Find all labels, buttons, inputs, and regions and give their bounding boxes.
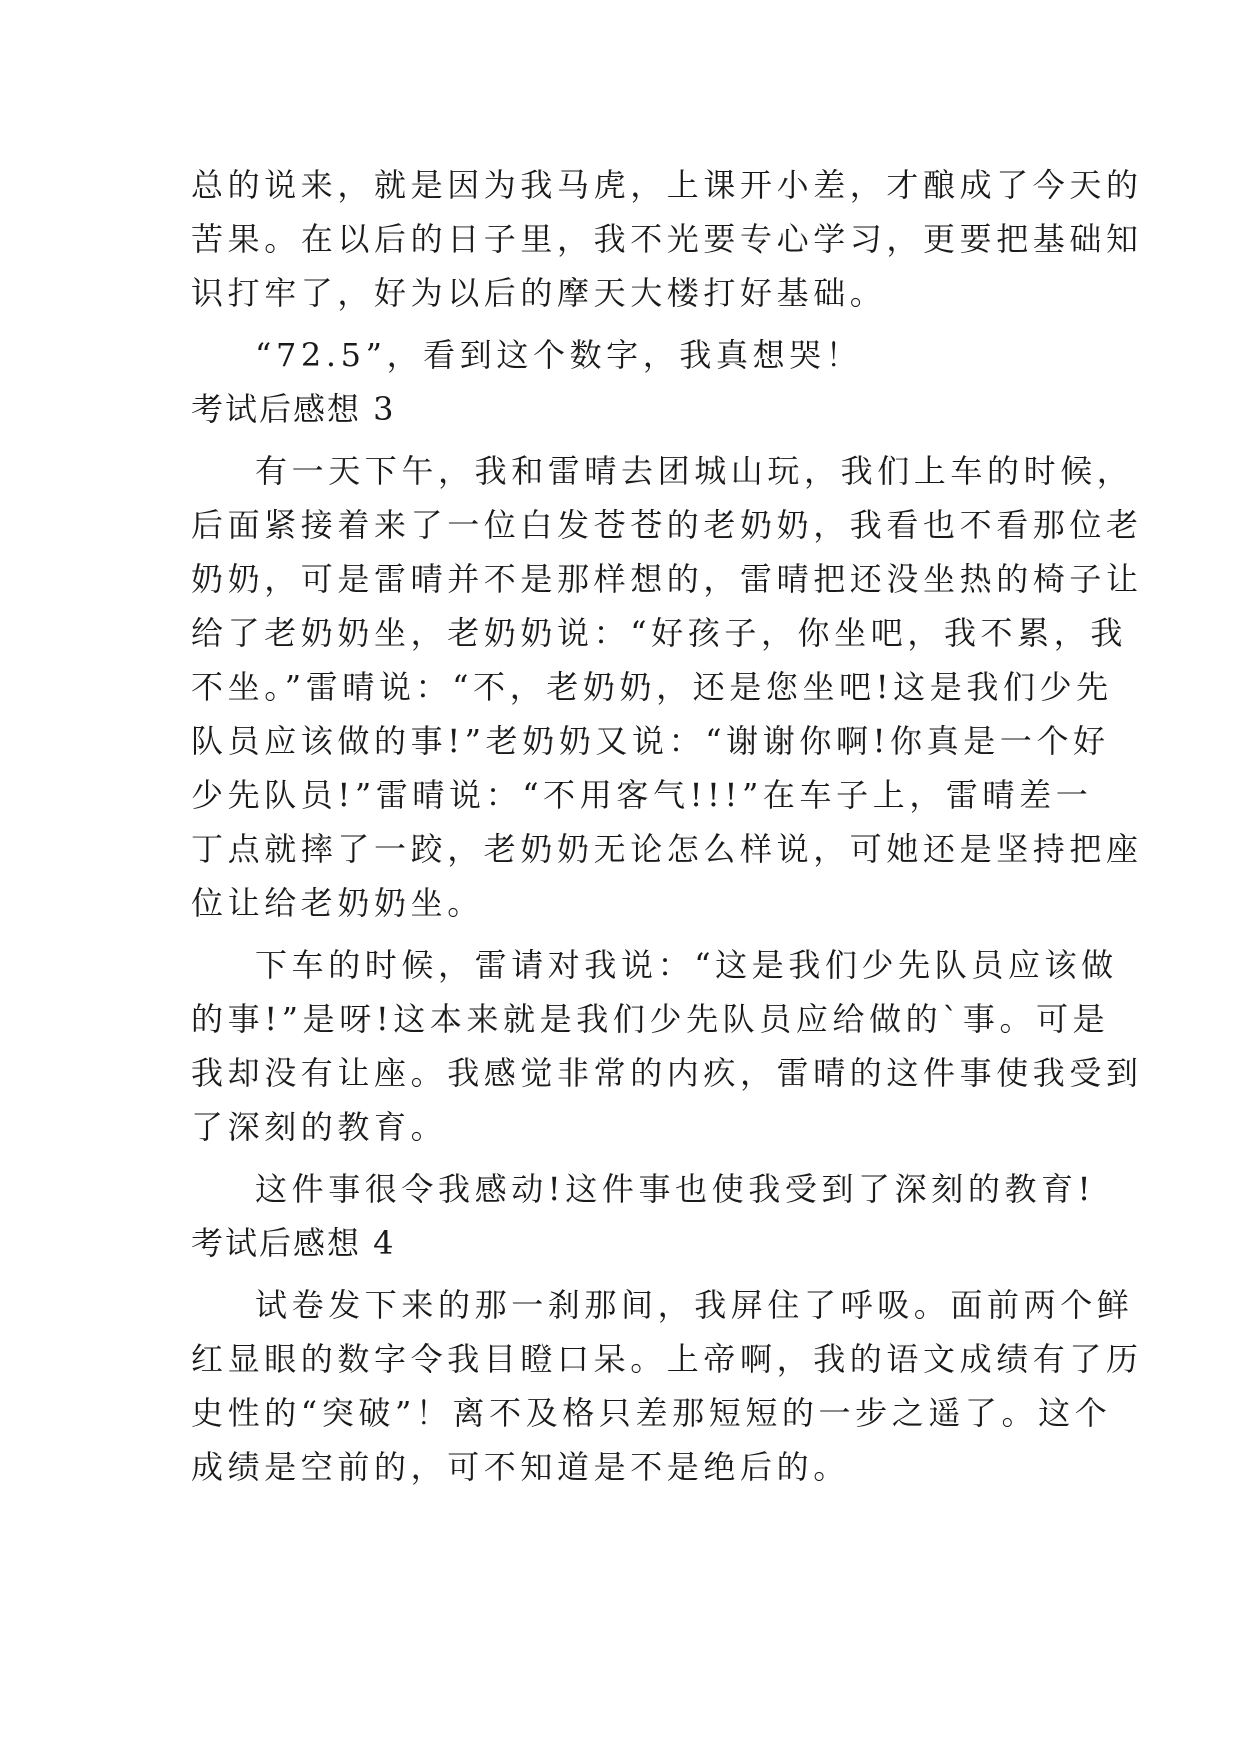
paragraph-conclusion xyxy=(191,158,1143,320)
text-line: 少先队员!”雷晴说：“不用客气!!!”在车子上，雷晴差一 xyxy=(191,776,1093,814)
text-line: 苦果。在以后的日子里，我不光要专心学习，更要把基础知 xyxy=(191,220,1143,258)
text-line: 位让给老奶奶坐。 xyxy=(191,884,484,922)
text-line: 下车的时候，雷请对我说：“这是我们少先队员应该做 xyxy=(255,946,1118,984)
text-line: 成绩是空前的，可不知道是不是绝后的。 xyxy=(191,1448,850,1486)
paragraph-get-off-bus xyxy=(191,938,1143,1154)
paragraph-exam-paper xyxy=(191,1278,1143,1494)
paragraph-score xyxy=(191,328,1055,382)
section-heading-3: 考试后感想 3 xyxy=(191,390,396,428)
section-heading-4: 考试后感想 4 xyxy=(191,1224,396,1262)
text-line: 史性的“突破”！离不及格只差那短短的一步之遥了。这个 xyxy=(191,1394,1112,1432)
text-line: 有一天下午，我和雷晴去团城山玩，我们上车的时候， xyxy=(255,452,1134,490)
text-line: 识打牢了，好为以后的摩天大楼打好基础。 xyxy=(191,274,887,312)
text-line: 给了老奶奶坐，老奶奶说：“好孩子，你坐吧，我不累，我 xyxy=(191,614,1127,652)
text-line: 奶奶，可是雷晴并不是那样想的，雷晴把还没坐热的椅子让 xyxy=(191,560,1143,598)
text-line: 的事!”是呀!这本来就是我们少先队员应给做的`事。可是 xyxy=(191,1000,1110,1038)
text-line: 我却没有让座。我感觉非常的内疚，雷晴的这件事使我受到 xyxy=(191,1054,1143,1092)
text-line: 不坐。”雷晴说：“不，老奶奶，还是您坐吧!这是我们少先 xyxy=(191,668,1113,706)
paragraph-bus-story xyxy=(191,444,1143,930)
text-line: 红显眼的数字令我目瞪口呆。上帝啊，我的语文成绩有了历 xyxy=(191,1340,1143,1378)
text-line: 总的说来，就是因为我马虎，上课开小差，才酿成了今天的 xyxy=(191,166,1143,204)
text-line: 了深刻的教育。 xyxy=(191,1108,448,1146)
text-line: 队员应该做的事!”老奶奶又说：“谢谢你啊!你真是一个好 xyxy=(191,722,1110,760)
text-line: 后面紧接着来了一位白发苍苍的老奶奶，我看也不看那位老 xyxy=(191,506,1143,544)
text-line: 这件事很令我感动!这件事也使我受到了深刻的教育! xyxy=(255,1170,1096,1208)
text-line: 试卷发下来的那一刹那间，我屏住了呼吸。面前两个鲜 xyxy=(255,1286,1134,1324)
paragraph-moved xyxy=(191,1162,1096,1216)
text-line: “72.5”，看到这个数字，我真想哭！ xyxy=(255,336,863,374)
document-body xyxy=(191,158,1143,1494)
text-line: 丁点就摔了一跤，老奶奶无论怎么样说，可她还是坚持把座 xyxy=(191,830,1143,868)
